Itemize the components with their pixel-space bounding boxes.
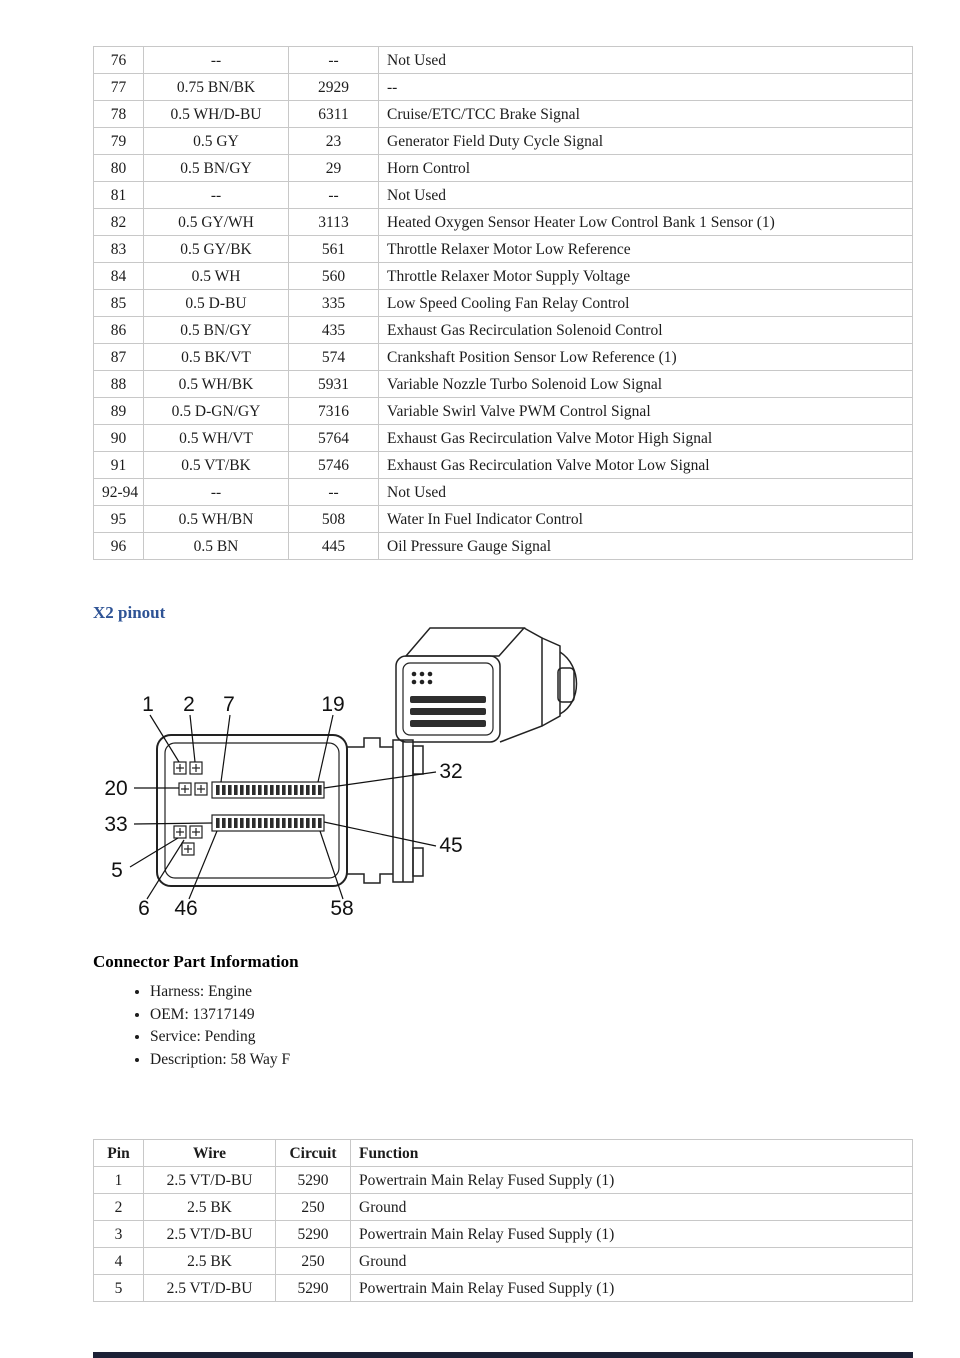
circuit-cell: -- xyxy=(289,47,379,74)
wire-cell: 2.5 VT/D-BU xyxy=(144,1167,276,1194)
pin-cell: 84 xyxy=(94,263,144,290)
pin-cell: 89 xyxy=(94,398,144,425)
pin-cell: 92-94 xyxy=(94,479,144,506)
pin-callout-45: 45 xyxy=(439,834,463,857)
pin-cell: 91 xyxy=(94,452,144,479)
wire-cell: 2.5 BK xyxy=(144,1194,276,1221)
function-cell: Exhaust Gas Recirculation Valve Motor Low Signal xyxy=(379,452,913,479)
circuit-cell: 3113 xyxy=(289,209,379,236)
pin-callout-1: 1 xyxy=(142,693,154,716)
pin-cell: 2 xyxy=(94,1194,144,1221)
function-cell: Powertrain Main Relay Fused Supply (1) xyxy=(351,1167,913,1194)
pin-cell: 88 xyxy=(94,371,144,398)
pin-cell: 5 xyxy=(94,1275,144,1302)
table-row xyxy=(94,533,913,560)
circuit-cell: 5931 xyxy=(289,371,379,398)
pin-callout-19: 19 xyxy=(321,693,345,716)
circuit-cell: 250 xyxy=(276,1248,351,1275)
table-row xyxy=(94,506,913,533)
circuit-cell: 29 xyxy=(289,155,379,182)
wire-cell: 2.5 VT/D-BU xyxy=(144,1221,276,1248)
function-cell: Horn Control xyxy=(379,155,913,182)
wire-cell: 0.5 WH/VT xyxy=(144,425,289,452)
circuit-cell: 2929 xyxy=(289,74,379,101)
connector-3d-slots xyxy=(410,696,486,727)
function-cell: Crankshaft Position Sensor Low Reference (1) xyxy=(379,344,913,371)
circuit-cell: 5290 xyxy=(276,1221,351,1248)
wire-cell: -- xyxy=(144,479,289,506)
wire-cell: 2.5 BK xyxy=(144,1248,276,1275)
circuit-cell: 5746 xyxy=(289,452,379,479)
wire-cell: 0.75 BN/BK xyxy=(144,74,289,101)
wire-cell: -- xyxy=(144,182,289,209)
function-cell: Water In Fuel Indicator Control xyxy=(379,506,913,533)
connector-3d-view xyxy=(396,628,577,742)
pinout-table-continued xyxy=(93,46,913,560)
table-row xyxy=(94,344,913,371)
circuit-cell: 435 xyxy=(289,317,379,344)
pin-cell: 86 xyxy=(94,317,144,344)
pin-cell: 87 xyxy=(94,344,144,371)
circuit-cell: -- xyxy=(289,182,379,209)
function-cell: Exhaust Gas Recirculation Valve Motor High Signal xyxy=(379,425,913,452)
function-cell: Generator Field Duty Cycle Signal xyxy=(379,128,913,155)
table-row xyxy=(94,425,913,452)
circuit-cell: 335 xyxy=(289,290,379,317)
pin-cell: 4 xyxy=(94,1248,144,1275)
wire-cell: 0.5 GY xyxy=(144,128,289,155)
wire-cell: -- xyxy=(144,47,289,74)
table-row xyxy=(94,101,913,128)
table-row xyxy=(94,398,913,425)
pin-callout-7: 7 xyxy=(223,693,235,716)
pin-row-a-squares xyxy=(216,785,322,795)
table-row xyxy=(94,182,913,209)
function-cell: Throttle Relaxer Motor Supply Voltage xyxy=(379,263,913,290)
table-row xyxy=(94,1167,913,1194)
circuit-cell: -- xyxy=(289,479,379,506)
pin-cell: 95 xyxy=(94,506,144,533)
connector-part-info-list xyxy=(150,984,290,1074)
wire-cell: 0.5 WH/BK xyxy=(144,371,289,398)
connector-3d-pin-dots xyxy=(412,672,433,685)
table-row xyxy=(94,371,913,398)
function-cell: Low Speed Cooling Fan Relay Control xyxy=(379,290,913,317)
connector-info-oem: • OEM: 13717149 xyxy=(150,1007,290,1023)
pin-callout-46: 46 xyxy=(174,897,198,920)
pin-cell: 76 xyxy=(94,47,144,74)
pin-cell: 78 xyxy=(94,101,144,128)
circuit-cell: 574 xyxy=(289,344,379,371)
pin-header: Pin xyxy=(94,1140,144,1167)
circuit-cell: 6311 xyxy=(289,101,379,128)
connector-info-harness: • Harness: Engine xyxy=(150,984,290,1000)
wire-cell: 0.5 WH/BN xyxy=(144,506,289,533)
wire-cell: 0.5 GY/BK xyxy=(144,236,289,263)
function-cell: Powertrain Main Relay Fused Supply (1) xyxy=(351,1275,913,1302)
circuit-cell: 445 xyxy=(289,533,379,560)
pin-cell: 1 xyxy=(94,1167,144,1194)
pin-callout-32: 32 xyxy=(439,760,463,783)
function-cell: Ground xyxy=(351,1248,913,1275)
circuit-cell: 23 xyxy=(289,128,379,155)
circuit-cell: 560 xyxy=(289,263,379,290)
function-cell: Variable Swirl Valve PWM Control Signal xyxy=(379,398,913,425)
table-row xyxy=(94,209,913,236)
table-row xyxy=(94,155,913,182)
pin-callout-20: 20 xyxy=(104,777,128,800)
table-row xyxy=(94,128,913,155)
table-row xyxy=(94,74,913,101)
pin-cell: 80 xyxy=(94,155,144,182)
function-cell: Oil Pressure Gauge Signal xyxy=(379,533,913,560)
wire-cell: 0.5 BK/VT xyxy=(144,344,289,371)
table-row xyxy=(94,479,913,506)
next-section-bar xyxy=(93,1352,913,1358)
pin-row-b-squares xyxy=(216,818,322,828)
function-cell: Not Used xyxy=(379,182,913,209)
pin-callout-5: 5 xyxy=(111,859,123,882)
wire-cell: 0.5 D-GN/GY xyxy=(144,398,289,425)
connector-side-profile xyxy=(347,738,423,883)
function-cell: Ground xyxy=(351,1194,913,1221)
pin-cell: 85 xyxy=(94,290,144,317)
pin-callout-58: 58 xyxy=(330,897,354,920)
pin-cell: 79 xyxy=(94,128,144,155)
pin-cell: 82 xyxy=(94,209,144,236)
table-row xyxy=(94,263,913,290)
function-cell: Powertrain Main Relay Fused Supply (1) xyxy=(351,1221,913,1248)
wire-cell: 0.5 WH xyxy=(144,263,289,290)
circuit-cell: 250 xyxy=(276,1194,351,1221)
table-row xyxy=(94,317,913,344)
pin-callout-6: 6 xyxy=(138,897,150,920)
pin-callout-2: 2 xyxy=(183,693,195,716)
wire-cell: 0.5 BN/GY xyxy=(144,155,289,182)
pin-cell: 90 xyxy=(94,425,144,452)
pin-cell: 83 xyxy=(94,236,144,263)
large-pin-cavities xyxy=(174,762,207,855)
connector-info-description: • Description: 58 Way F xyxy=(150,1052,290,1068)
pin-cell: 81 xyxy=(94,182,144,209)
circuit-cell: 5290 xyxy=(276,1167,351,1194)
wire-cell: 0.5 BN/GY xyxy=(144,317,289,344)
pin-cell: 3 xyxy=(94,1221,144,1248)
x2-pinout-heading: X2 pinout xyxy=(93,603,166,622)
table-row xyxy=(94,47,913,74)
connector-front-view xyxy=(157,735,423,886)
circuit-cell: 561 xyxy=(289,236,379,263)
pin-cell: 77 xyxy=(94,74,144,101)
circuit-cell: 5290 xyxy=(276,1275,351,1302)
table-row xyxy=(94,1275,913,1302)
table-header-row xyxy=(94,1140,913,1167)
table-row xyxy=(94,1221,913,1248)
function-header: Function xyxy=(351,1140,913,1167)
function-cell: Variable Nozzle Turbo Solenoid Low Signal xyxy=(379,371,913,398)
function-cell: Not Used xyxy=(379,479,913,506)
function-cell: Throttle Relaxer Motor Low Reference xyxy=(379,236,913,263)
table-row xyxy=(94,1248,913,1275)
connector-info-service: • Service: Pending xyxy=(150,1029,290,1045)
circuit-cell: 508 xyxy=(289,506,379,533)
wire-cell: 0.5 GY/WH xyxy=(144,209,289,236)
table-row xyxy=(94,290,913,317)
wire-cell: 2.5 VT/D-BU xyxy=(144,1275,276,1302)
function-cell: -- xyxy=(379,74,913,101)
circuit-cell: 7316 xyxy=(289,398,379,425)
wire-cell: 0.5 VT/BK xyxy=(144,452,289,479)
wire-cell: 0.5 D-BU xyxy=(144,290,289,317)
pin-callout-33: 33 xyxy=(104,813,128,836)
x2-pinout-table xyxy=(93,1139,913,1302)
table-row xyxy=(94,452,913,479)
function-cell: Exhaust Gas Recirculation Solenoid Control xyxy=(379,317,913,344)
circuit-cell: 5764 xyxy=(289,425,379,452)
wire-cell: 0.5 WH/D-BU xyxy=(144,101,289,128)
wire-header: Wire xyxy=(144,1140,276,1167)
x2-connector-diagram xyxy=(90,616,610,936)
function-cell: Not Used xyxy=(379,47,913,74)
table-row xyxy=(94,1194,913,1221)
circuit-header: Circuit xyxy=(276,1140,351,1167)
function-cell: Heated Oxygen Sensor Heater Low Control Bank 1 Sensor (1) xyxy=(379,209,913,236)
pin-cell: 96 xyxy=(94,533,144,560)
table-row xyxy=(94,236,913,263)
connector-part-info-heading: Connector Part Information xyxy=(93,952,299,971)
wire-cell: 0.5 BN xyxy=(144,533,289,560)
function-cell: Cruise/ETC/TCC Brake Signal xyxy=(379,101,913,128)
